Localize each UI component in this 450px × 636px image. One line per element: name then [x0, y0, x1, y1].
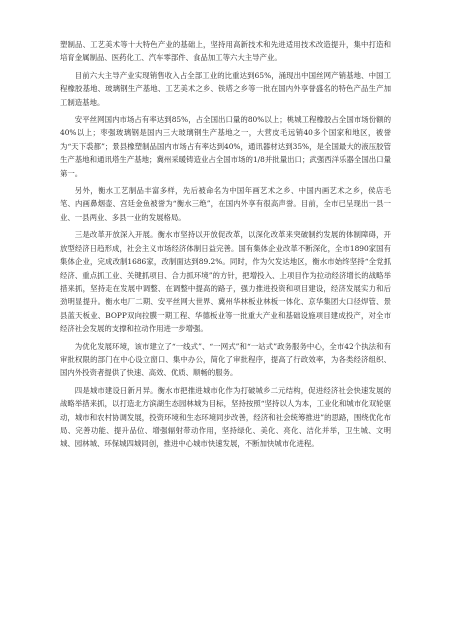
paragraph-3: 安平丝网国内市场占有率达到85%，占全国出口量的80%以上；桃城工程橡胶占全国市场份额的40%以上；枣强玻璃钢是国内三大玻璃钢生产基地之一，大营皮毛远销40多个国家和地区，被誉为“天下裘都”；景县橡塑制品国内市场占有率达到40%，通讯器材达到35%，是全国最大的液压胶管生产基地和通讯塔生产基地；冀州采暖铸造业占全国市场的1/8并批量出口；武强西洋乐器全国出口量第一。 [60, 115, 391, 178]
paragraph-7: 四是城市建设日新月异。衡水市把推进城市化作为打破城乡二元结构，促进经济社会快速发展的战略举措来抓，以打造北方滨湖生态园林城为目标，坚持按照“坚持以人为本，工业化和城市化双轮驱动，城市和农村协调发展，投资环境和生态环境同步改善，经济和社会统筹推进”的思路，围绕优化布局、完善功能、提升品位、增强辐射带动作用，坚持绿化、美化、亮化、洁化并举，卫生城、文明城、园林城、环保城四城同创，推进中心城市快速发展，不断加快城市化进程。 [60, 385, 391, 449]
paragraph-1: 塑制品、工艺美术等十大特色产业的基础上，坚持用高新技术和先进适用技术改造提升，集中打造和培育金属制品、医药化工、汽车零部件、食品加工等六大主导产业。 [60, 40, 391, 63]
paragraph-5: 三是改革开放深入开展。衡水市坚持以开放促改革，以深化改革来突破制约发展的体制障碍，开放型经济日趋形成，社会主义市场经济体制日益完善。国有集体企业改革不断深化，全市1890家国有集体企业，完成改制1686家，改制面达到89.2%。同时，作为欠发达地区，衡水市始终坚持“全党抓经济、重点抓工业、关键抓项目、合力抓环境”的方针，把增投入、上项目作为拉动经济增长的战略举措来抓，坚持走在发展中调整、在调整中提高的路子，强力推进投资和项目建设，经济发展实力和后劲明显提升。衡水电厂二期、安平丝网大世界、冀州华林板业林板一体化、京华集团大口径焊管、景县蓝天板业、BOPP双向拉膜一期工程、华德板业等一批重大产业和基础设施项目建成投产，对全市经济社会发展的支撑和拉动作用进一步增强。 [60, 230, 391, 334]
document-page [60, 38, 391, 451]
paragraph-2: 目前六大主导产业实现销售收入占全部工业的比重达到65%，涌现出中国丝网产销基地、中国工程橡胶基地、玻璃钢生产基地、工艺美术之乡、铁塔之乡等一批在国内外享誉盛名的特色产品生产加工制造基地。 [60, 70, 391, 107]
paragraph-6: 为优化发展环境，该市建立了“一线式”、“一网式”和“一站式”政务服务中心，全市42个执法和有审批权限的部门在中心设立窗口、集中办公，简化了审批程序，提高了行政效率，为各类经济组织、国内外投资者提供了快速、高效、优质、顺畅的服务。 [60, 341, 391, 378]
paragraph-4: 另外，衡水工艺制品丰富多样，先后被命名为中国年画艺术之乡、中国内画艺术之乡，侯店毛笔、内画鼻烟壶、宫廷金鱼被誉为“衡水三绝”，在国内外享有很高声誉。目前，全市已呈现出一县一业、一县两业、多县一业的发展格局。 [60, 186, 391, 222]
